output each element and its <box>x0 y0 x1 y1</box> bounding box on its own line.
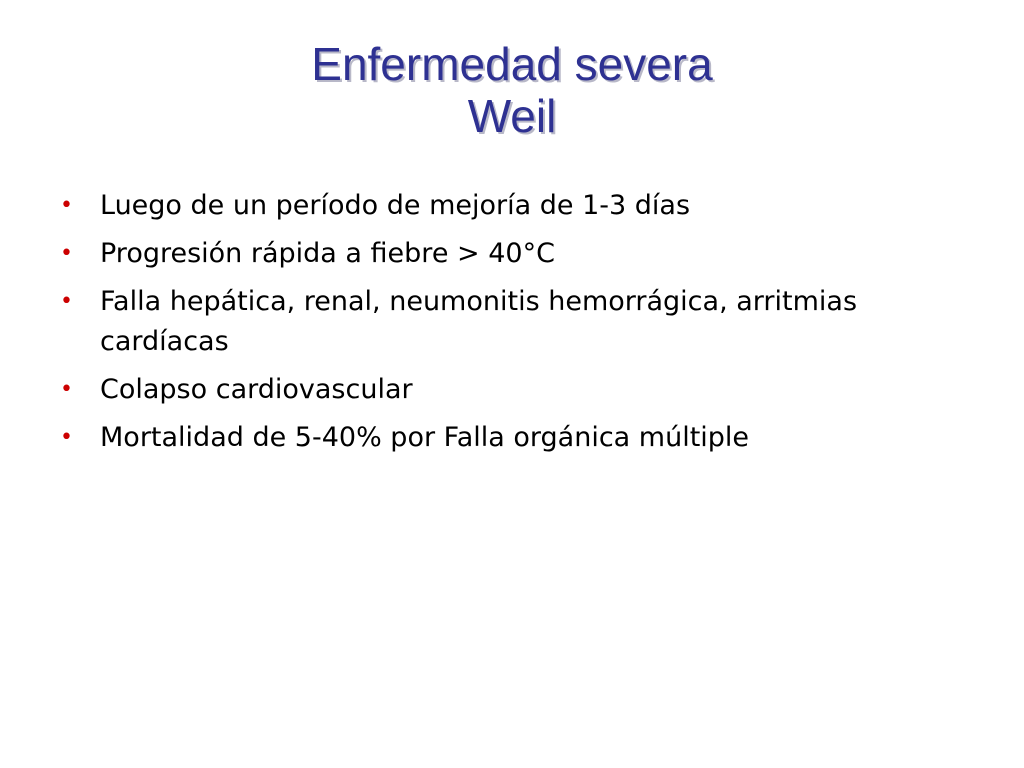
bullet-icon: • <box>60 289 73 314</box>
bullet-icon: • <box>60 425 73 450</box>
bullet-text: Colapso cardiovascular <box>100 374 413 405</box>
bullet-item <box>60 418 960 458</box>
title-line-1: Enfermedad severa <box>311 38 713 90</box>
bullet-icon: • <box>60 193 73 218</box>
bullet-icon: • <box>60 377 73 402</box>
bullet-text: Falla hepática, renal, neumonitis hemorrágica, arritmias cardíacas <box>100 286 858 357</box>
title-line-2: Weil <box>467 90 557 142</box>
bullet-list <box>60 186 960 466</box>
slide-title <box>0 38 1024 142</box>
bullet-item <box>60 282 960 362</box>
bullet-item <box>60 234 960 274</box>
bullet-text: Progresión rápida a fiebre > 40°C <box>100 238 555 269</box>
bullet-icon: • <box>60 241 73 266</box>
bullet-text: Luego de un período de mejoría de 1-3 días <box>100 190 691 221</box>
bullet-text: Mortalidad de 5-40% por Falla orgánica múltiple <box>100 422 750 453</box>
bullet-item <box>60 186 960 226</box>
bullet-item <box>60 370 960 410</box>
